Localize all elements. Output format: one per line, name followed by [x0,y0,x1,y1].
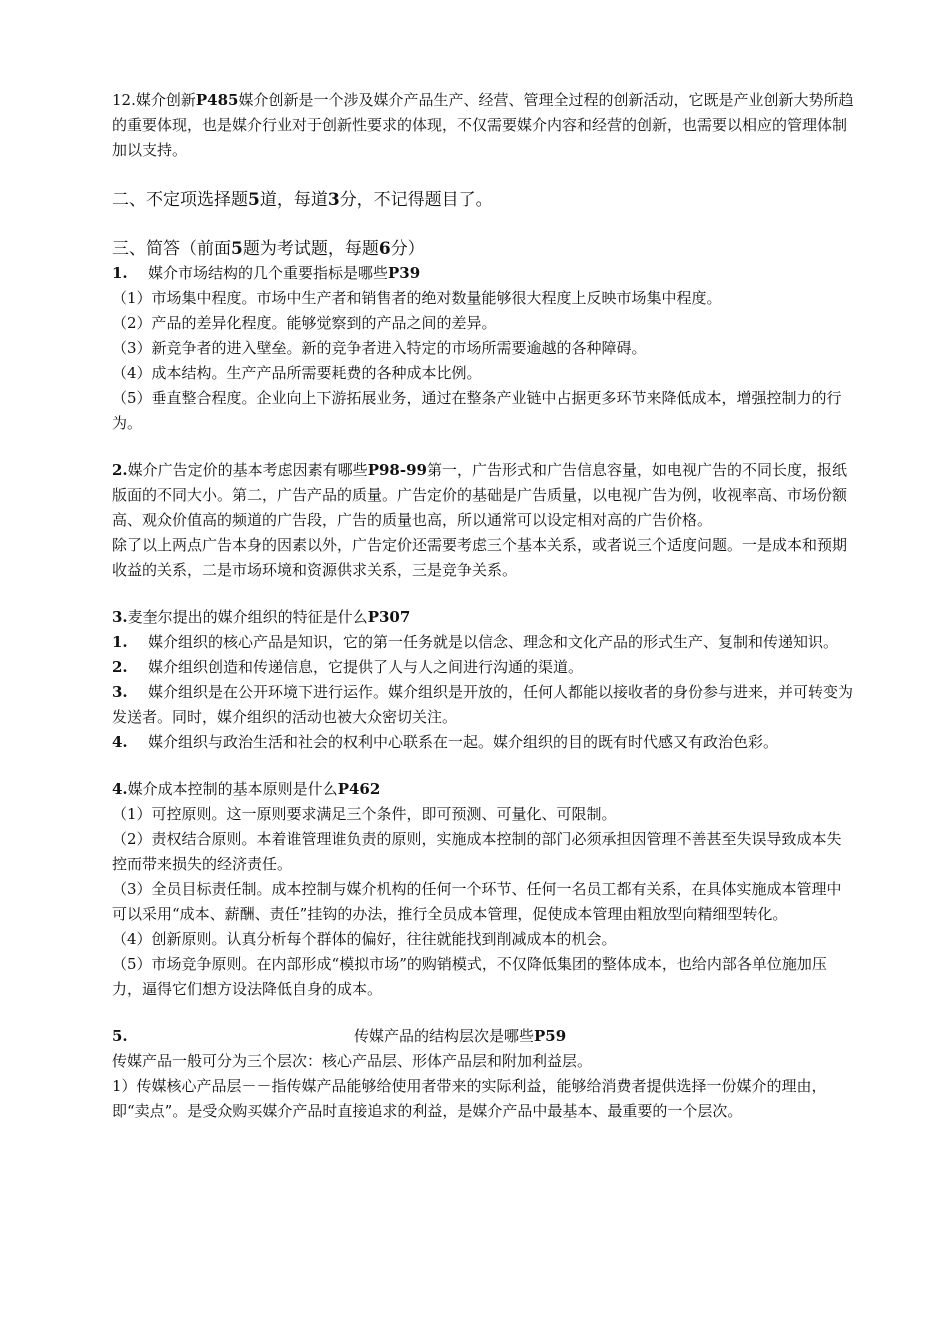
section-2-suffix: 分，不记得题目了。 [339,190,493,210]
q2-block [112,458,847,533]
q3-title [112,605,857,630]
q3-item [112,680,857,730]
q1-item: （3）新竞争者的进入壁垒。新的竞争者进入特定的市场所需要逾越的各种障碍。 [112,339,647,357]
q3-item-number: 4. [112,733,128,751]
item-12-ref: P485 [195,91,239,109]
q1-item: （2）产品的差异化程度。能够觉察到的产品之间的差异。 [112,314,497,332]
q5-ref: P59 [534,1027,567,1045]
q3-item-number: 3. [112,683,128,701]
q1-number: 1. [112,264,128,282]
q3-title-text: 麦奎尔提出的媒介组织的特征是什么 [127,608,368,626]
q2-text-2: 除了以上两点广告本身的因素以外，广告定价还需要考虑三个基本关系，或者说三个适度问题。一是成本和预期收益的关系，二是市场环境和资源供求关系，三是竞争关系。 [112,536,848,579]
q1-title [112,261,857,286]
q3-item-number: 1. [112,633,128,651]
q2-title-text: 媒介广告定价的基本考虑因素有哪些 [127,461,368,479]
item-12-label: 12.媒介创新 [112,91,196,109]
section-3-prefix: 三、简答（前面 [112,239,231,259]
section-2-heading [112,185,857,215]
section-2-score: 3 [327,190,340,210]
q5-text: 传媒产品一般可分为三个层次：核心产品层、形体产品层和附加利益层。 [112,1052,593,1070]
section-3-heading [112,237,857,261]
section-3-mid: 题为考试题，每题 [242,239,379,259]
section-2-count: 5 [248,190,260,210]
q4-item: （3）全员目标责任制。成本控制与媒介机构的任何一个环节、任何一名员工都有关系，在具体实施成本管理中可以采用“成本、薪酬、责任”挂钩的办法，推行全员成本管理，促使成本管理由粗放型向精细型转化。 [112,880,842,923]
q3-ref: P307 [367,608,411,626]
q3-item-text: 媒介组织创造和传递信息，它提供了人与人之间进行沟通的渠道。 [148,658,584,676]
q4-item: （2）责权结合原则。本着谁管理谁负责的原则，实施成本控制的部门必须承担因管理不善甚至失误导致成本失控而带来损失的经济责任。 [112,830,842,873]
q3-number: 3. [112,608,128,626]
q5-number: 5. [112,1027,128,1045]
q4-ref: P462 [337,780,381,798]
section-2-prefix: 二、不定项选择题 [112,190,248,210]
q4-item: （5）市场竞争原则。在内部形成“模拟市场”的购销模式，不仅降低集团的整体成本，也给内部各单位施加压力，逼得它们想方设法降低自身的成本。 [112,955,827,998]
q1-title-text: 媒介市场结构的几个重要指标是哪些 [148,264,389,282]
q2-number: 2. [112,461,128,479]
q3-item-text: 媒介组织是在公开环境下进行运作。媒介组织是开放的，任何人都能以接收者的身份参与进来，并可转变为发送者。同时，媒介组织的活动也被大众密切关注。 [112,683,854,726]
section-3-count: 5 [231,239,243,259]
section-3-suffix: 分） [390,239,425,259]
q1-item: （1）市场集中程度。市场中生产者和销售者的绝对数量能够很大程度上反映市场集中程度。 [112,289,722,307]
q2-ref: P98-99 [367,461,427,479]
item-12 [112,88,857,163]
q3-item [112,630,850,655]
q1-ref: P39 [388,264,421,282]
section-2-mid: 道，每道 [259,190,328,210]
q1-item: （5）垂直整合程度。企业向上下游拓展业务，通过在整条产业链中占据更多环节来降低成本，增强控制力的行为。 [112,389,842,432]
q2-text: 第一，广告形式和广告信息容量，如电视广告的不同长度，报纸版面的不同大小。第二，广告产品的质量。广告定价的基础是广告质量，以电视广告为例，收视率高、市场份额高、观众价值高的频道的广告段，广告的质量也高，所以通常可以设定相对高的广告价格。 [112,461,848,529]
q3-item-number: 2. [112,658,128,676]
q5-title-wrap [354,1024,566,1049]
q4-title [112,777,857,802]
q3-item [112,655,857,680]
q3-item-text: 媒介组织的核心产品是知识，它的第一任务就是以信念、理念和文化产品的形式生产、复制和传递知识。 [148,633,839,651]
document-page [112,88,857,1124]
q4-number: 4. [112,780,128,798]
q1-item: （4）成本结构。生产产品所需要耗费的各种成本比例。 [112,364,482,382]
q3-item [112,730,857,755]
q5-text-2: 1）传媒核心产品层－－指传媒产品能够给使用者带来的实际利益，能够给消费者提供选择一份媒介的理由，即“卖点”。是受众购买媒介产品时直接追求的利益，是媒介产品中最基本、最重要的一个层次。 [112,1077,827,1120]
q4-item: （1）可控原则。这一原则要求满足三个条件，即可预测、可量化、可限制。 [112,805,617,823]
q4-item: （4）创新原则。认真分析每个群体的偏好，往往就能找到削减成本的机会。 [112,930,617,948]
q5-title-text: 传媒产品的结构层次是哪些 [354,1027,535,1045]
q5-title [112,1024,857,1049]
q4-title-text: 媒介成本控制的基本原则是什么 [127,780,338,798]
q3-item-text: 媒介组织与政治生活和社会的权利中心联系在一起。媒介组织的目的既有时代感又有政治色彩。 [148,733,779,751]
section-3-score: 6 [378,239,391,259]
item-12-text: 媒介创新是一个涉及媒介产品生产、经营、管理全过程的创新活动，它既是产业创新大势所趋的重要体现，也是媒介行业对于创新性要求的体现，不仅需要媒介内容和经营的创新，也需要以相应的管理体制加以支持。 [112,91,854,159]
